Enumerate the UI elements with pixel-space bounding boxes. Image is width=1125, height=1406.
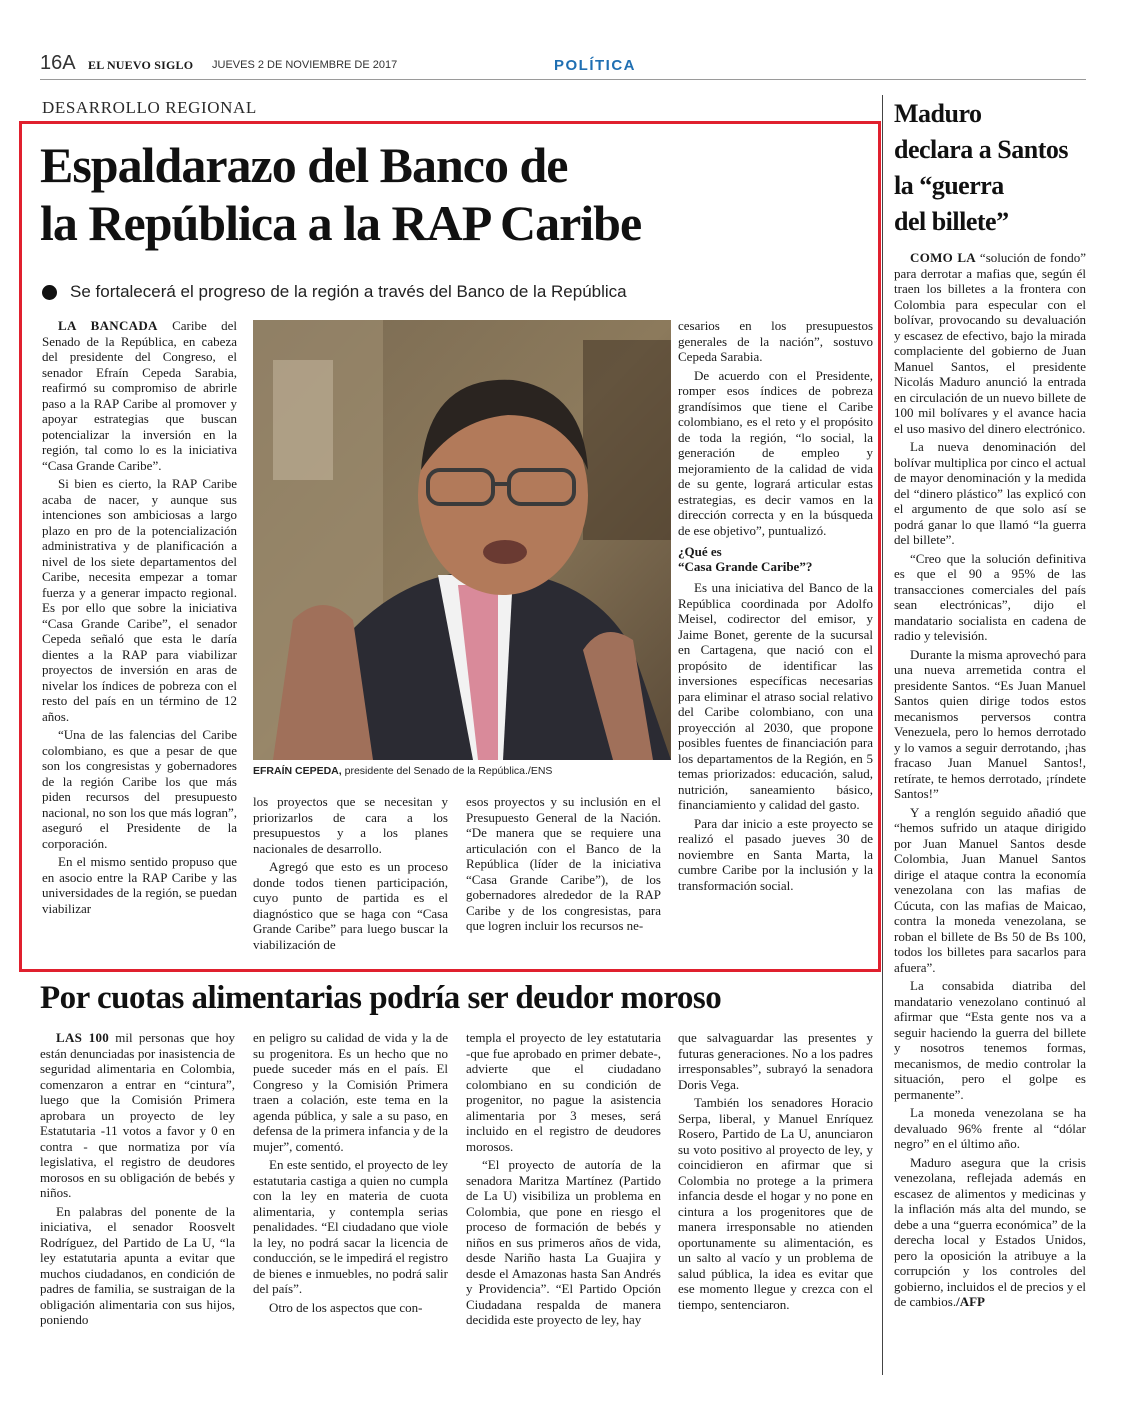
wire-credit: /AFP <box>956 1294 985 1309</box>
page-folio <box>40 52 1086 80</box>
caption-name: EFRAÍN CEPEDA, <box>253 765 342 777</box>
article-paragraph: los proyectos que se necesitan y priorizarlos de cara a los presupuestos y a los planes nacionales de desarrollo. <box>253 794 448 856</box>
second-column-2 <box>253 1030 448 1318</box>
second-column-1 <box>40 1030 235 1331</box>
story-kicker: DESARROLLO REGIONAL <box>42 98 257 117</box>
article-paragraph: También los senadores Horacio Serpa, liberal, y Manuel Enríquez Rosero, Partido de La U, anunciaron su voto positivo al proyecto de ley, y coincidieron en afirmar que si Colombia no protege a la primera infancia desde el hogar y no pone en cintura a los progenitores que de manera irresponsable no atienden oportunamente su alimentación, es un salto al vacío y un problema de salud pública, la idea es evitar que ese momento llegue y crezca con el tiempo, sentenciaron. <box>678 1095 873 1312</box>
article-paragraph: Si bien es cierto, la RAP Caribe acaba de nacer, y aunque sus intenciones son ambiciosas a largo plazo en pro de la potencialización administrativa y de planificación a nivel de los siete departamentos del Caribe, necesita empezar a tomar fuerza y a generar impacto regional. Es por ello que sobre la iniciativa “Casa Grande Caribe”, el senador Cepeda señaló que esta le daría dientes a la RAP para viabilizar proyectos de inversión en aras de nivelar los índices de pobreza con el resto del país en un término de 12 años. <box>42 476 237 724</box>
second-column-3 <box>466 1030 661 1331</box>
photo-caption <box>253 765 673 777</box>
article-paragraph: La consabida diatriba del mandatario venezolano continuó al afirmar que “Esta gente nos va a seguir haciendo la guerra del billete y nosotros tenemos formas, mecanismos, de medio controlar la situación, pero el golpe es permanente”. <box>894 978 1086 1102</box>
main-headline <box>40 136 870 252</box>
bullet-icon <box>42 285 57 300</box>
portrait-illustration <box>253 320 671 760</box>
article-paragraph: Agregó que esto es un proceso donde todos tienen participación, cuyo punto de partida es el diagnóstico que se haga con “Casa Grande Caribe” para luego buscar la viabilización de <box>253 859 448 952</box>
main-column-2 <box>253 794 448 955</box>
sidebar-column <box>894 250 1086 1313</box>
article-paragraph: Y a renglón seguido añadió que “hemos sufrido un ataque dirigido por Juan Manuel Santos desde Colombia, Juan Manuel Santos dirige el ataque contra la economía venezolana con las mafias de Cúcuta, con las mafias de Maicao, contra la moneda venezolana, se roban el billete de Bs 50 de Bs 100, todos los billetes para sacarlos para afuera”. <box>894 804 1086 975</box>
article-paragraph: templa el proyecto de ley estatutaria -que fue aprobado en primer debate-, advierte que el ciudadano colombiano en su condición de progenitor, no pague la asistencia alimentaria por 3 meses, será incluido en el registro de deudores morosos. <box>466 1030 661 1154</box>
lead-caps: LAS 100 <box>56 1030 110 1045</box>
newspaper-name: EL NUEVO SIGLO <box>88 58 194 72</box>
main-column-4 <box>678 318 873 896</box>
section-name: POLÍTICA <box>554 57 636 74</box>
article-paragraph: COMO LA “solución de fondo” para derrotar a mafias que, según él traen los billetes a la frontera con Colombia para especular con el bolívar, provocando su devaluación y escasez de efectivo, bajo la mirada complaciente del gobierno de Juan Manuel Santos, el presidente Nicolás Maduro anunció la entrada en circulación de un nuevo billete de 100 mil bolívares y el avance hacia el uso masivo del dinero electrónico. <box>894 250 1086 436</box>
deck-text: Se fortalecerá el progreso de la región a través del Banco de la República <box>70 282 627 301</box>
article-paragraph: “Una de las falencias del Caribe colombiano, es que a pesar de que son los congresistas y gobernadores de la región Caribe los que más piden recursos del presupuesto nacional, no son los que más logran”, aseguró el Presidente de la corporación. <box>42 727 237 851</box>
article-paragraph: LA BANCADA Caribe del Senado de la República, en cabeza del presidente del Congreso, el senador Efraín Cepeda Sarabia, reafirmó su compromiso de abrirle paso a la RAP Caribe al promover y apoyar estrategias que buscan potencializar la inversión en la región, tal como lo es la iniciativa “Casa Grande Caribe”. <box>42 318 237 473</box>
main-deck <box>42 282 872 306</box>
lead-caps: LA BANCADA <box>58 318 158 333</box>
main-column-3 <box>466 794 661 937</box>
lead-caps: COMO LA <box>910 250 976 265</box>
sidebar-headline: Maduro declara a Santos la “guerra del billete” <box>894 99 1068 236</box>
article-paragraph: De acuerdo con el Presidente, romper esos índices de pobreza grandísimos que tiene el Caribe colombiano, es el reto y el propósito de toda la región, “lo social, la generación de empleo y mejoramiento de la calidad de vida de su gente, logrará articular estas estrategias, es decir vamos en la dirección correcta y en la búsqueda de ese objetivo”, puntualizó. <box>678 367 873 538</box>
page-number: 16A <box>40 52 76 74</box>
article-paragraph: Otro de los aspectos que con- <box>269 1299 423 1315</box>
second-headline: Por cuotas alimentarias podría ser deudor moroso <box>40 980 722 1016</box>
article-paragraph: esos proyectos y su inclusión en el Presupuesto General de la Nación. “De manera que se requiere una articulación con el Banco de la República (líder de la iniciativa “Casa Grande Caribe”), de los gobernadores alrededor de la RAP Caribe y de los congresistas, para que logren incluir los recursos ne- <box>466 794 661 933</box>
article-paragraph: “Creo que la solución definitiva es que el 90 a 95% de las transacciones comerciales del país sean electrónicas”, dijo el mandatario socialista en cadena de radio y televisión. <box>894 550 1086 643</box>
article-paragraph: En este sentido, el proyecto de ley estatutaria castiga a quien no cumpla con la ley en materia de cuota alimentaria, y contempla serias penalidades. “El ciudadano que viole la ley, no podrá sacar la licencia de conducción, se le impedirá el registro de bienes e inmuebles, no podrá salir del país”. <box>253 1157 448 1296</box>
article-paragraph: Es una iniciativa del Banco de la República coordinada por Adolfo Meisel, codirector del emisor, y Jaime Bonet, gerente de la sucursal en Cartagena, que nació con el propósito de identificar las inversiones específicas necesarias para eliminar el atraso social relativo del Caribe colombiano, con una proyección al 2030, que propone posibles fuentes de financiación para los departamentos de la Región, en 5 temas priorizados: educación, salud, nutrición, saneamiento básico, financiamiento y calidad del gasto. <box>678 580 873 812</box>
second-column-4 <box>678 1030 873 1315</box>
article-paragraph: La nueva denominación del bolívar multiplica por cinco el actual de mayor denominación y la medida del “dinero plástico” las explicó con el argumento de que solo así se podrá ganar lo que llamó “la guerra del billete”. <box>894 439 1086 547</box>
portrait-photo <box>253 320 671 760</box>
article-paragraph: cesarios en los presupuestos generales de la nación”, sostuvo Cepeda Sarabia. <box>678 318 873 364</box>
article-paragraph: Para dar inicio a este proyecto se realizó el pasado jueves 30 de noviembre en Santa Marta, la cumbre Caribe por la inclusión y la transformación social. <box>678 815 873 893</box>
caption-text: presidente del Senado de la República./ENS <box>344 765 553 777</box>
article-paragraph: En palabras del ponente de la iniciativa, el senador Roosvelt Rodríguez, del Partido de La U, “la ley estatutaria apunta a evitar que muchos ciudadanos, en condición de padres de familia, se sustraigan de la obligación alimentaria con sus hijos, poniendo <box>40 1203 235 1327</box>
article-paragraph: “El proyecto de autoría de la senadora Maritza Martínez (Partido de La U) visibiliza un problema en Colombia, que pone en riesgo el proceso de formación de bebés y niños en sus primeros años de vida, desde Nariño hasta La Guajira y desde el Amazonas hasta San Andrés y Providencia”. “El Partido Opción Ciudadana respalda de manera decidida este proyecto de ley, hay <box>466 1157 661 1327</box>
subheading: ¿Qué es “Casa Grande Caribe”? <box>678 544 813 574</box>
main-headline-line-2: la República a la RAP Caribe <box>40 195 642 251</box>
main-column-1 <box>42 318 237 919</box>
article-paragraph: La moneda venezolana se ha devaluado 96% frente al “dólar negro” en el último año. <box>894 1105 1086 1151</box>
article-paragraph: Maduro asegura que la crisis venezolana, reflejada además en escasez de alimentos y medicinas y la inflación más alta del mundo, se debe a una “guerra económica” de la derecha local y Estados Unidos, pero la oposición la atribuye a la corrupción y los controles del gobierno, incluidos el de precios y el de cambios./AFP <box>894 1154 1086 1309</box>
article-paragraph: en peligro su calidad de vida y la de su progenitora. Es un hecho que no puede suceder más en el país. El Congreso y la Comisión Primera traen a colación, este tema en la agenda pública, y sale a su paso, en defensa de la primera infancia y de la mujer”, comentó. <box>253 1030 448 1154</box>
article-paragraph: Durante la misma aprovechó para una nueva arremetida contra el presidente Santos. “Es Juan Manuel Santos quien dirige todos estos mecanismos perversos contra Venezuela, pero lo hemos derrotado y lo vamos a seguir derrotando, ¡has fracaso Juan Manuel Santos!, retírate, te hemos derrotado, ¡ríndete Santos!” <box>894 646 1086 801</box>
article-paragraph: que salvaguardar las presentes y futuras generaciones. No a los padres irresponsables”, subrayó la senadora Doris Vega. <box>678 1030 873 1092</box>
column-divider <box>882 95 883 1375</box>
article-paragraph: En el mismo sentido propuso que en asocio entre la RAP Caribe y las universidades de la región, se puedan viabilizar <box>42 854 237 916</box>
main-headline-line-1: Espaldarazo del Banco de <box>40 137 568 193</box>
issue-date: JUEVES 2 DE NOVIEMBRE DE 2017 <box>212 59 398 71</box>
article-paragraph: LAS 100 mil personas que hoy están denunciadas por inasistencia de seguridad alimentaria en Colombia, comenzaron a entrar en “cintura”, luego que la Comisión Primera aprobara un proyecto de ley Estatutaria -11 votos a favor y 0 en contra - que normatiza por vía legislativa, el registro de deudores morosos en su obligación de bebés y niños. <box>40 1030 235 1200</box>
